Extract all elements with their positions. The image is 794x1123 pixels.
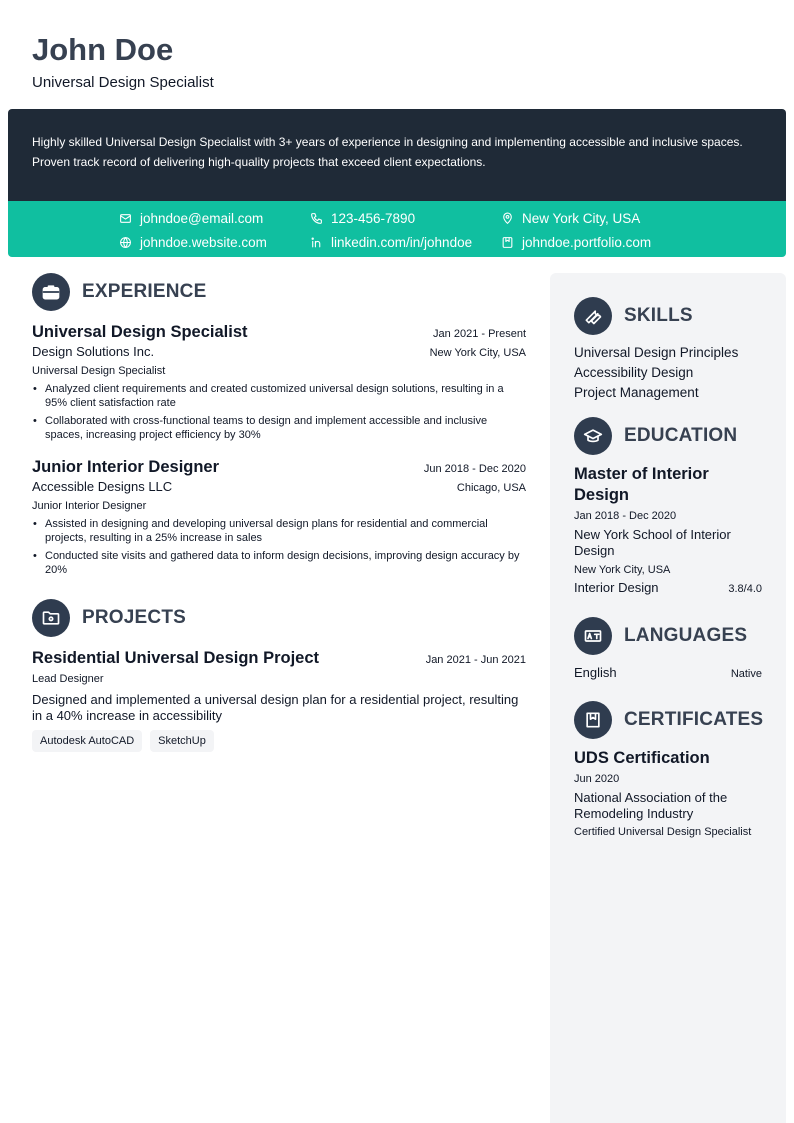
job-company: Design Solutions Inc.	[32, 344, 155, 359]
contact-location	[501, 209, 640, 227]
languages-heading	[574, 617, 762, 655]
certificates-heading	[574, 701, 762, 739]
contact-email[interactable]	[119, 209, 263, 227]
projects-title: PROJECTS	[82, 607, 187, 628]
project-role: Lead Designer	[32, 673, 104, 685]
contact-website[interactable]	[119, 233, 267, 251]
language-level: Native	[730, 668, 762, 680]
globe-icon	[119, 236, 132, 249]
education-field: Interior Design	[574, 580, 659, 595]
portfolio-text: johndoe.portfolio.com	[522, 234, 652, 250]
map-pin-icon	[501, 212, 514, 225]
project-title: Residential Universal Design Project	[32, 649, 320, 667]
linkedin-icon	[310, 236, 323, 249]
language-item	[574, 665, 762, 682]
certificate-description: Certified Universal Design Specialist	[574, 826, 752, 838]
experience-title: EXPERIENCE	[82, 281, 207, 302]
school-name: New York School of Interior Design	[574, 527, 731, 558]
location-text: New York City, USA	[522, 210, 641, 226]
education-heading	[574, 417, 762, 455]
project-entry	[32, 647, 526, 752]
education-gpa: 3.8/4.0	[728, 583, 762, 595]
job-bullets	[32, 382, 526, 442]
bookmark-book-icon	[574, 701, 612, 739]
main-column	[32, 273, 526, 752]
certificate-entry	[574, 748, 762, 839]
certificate-date: Jun 2020	[574, 773, 620, 785]
skills-heading	[574, 297, 762, 335]
project-tag: SketchUp	[150, 730, 214, 752]
sidebar	[550, 273, 786, 1123]
education-dates: Jan 2018 - Dec 2020	[574, 510, 677, 522]
candidate-title: Universal Design Specialist	[32, 74, 214, 91]
portfolio-icon	[501, 236, 514, 249]
mail-icon	[119, 212, 132, 225]
job-title: Junior Interior Designer	[32, 458, 220, 476]
contact-linkedin[interactable]	[310, 233, 472, 251]
skills-title: SKILLS	[624, 305, 693, 326]
phone-text: 123-456-7890	[331, 210, 416, 226]
job-bullet: • Conducted site visits and gathered data to inform design decisions, improving design accuracy by 20%	[32, 549, 526, 577]
resume-header	[32, 30, 214, 91]
contact-bar	[8, 201, 786, 257]
contact-phone[interactable]	[310, 209, 415, 227]
briefcase-icon	[32, 273, 70, 311]
job-bullet: • Collaborated with cross-functional teams to design and implement accessible and inclusive spaces, increasing project efficiency by 30%	[32, 414, 526, 442]
experience-heading	[32, 273, 526, 311]
contact-portfolio[interactable]	[501, 233, 651, 251]
job-dates: Jan 2021 - Present	[433, 328, 526, 340]
job-company: Accessible Designs LLC	[32, 479, 173, 494]
candidate-name: John Doe	[32, 32, 174, 67]
experience-entry	[32, 456, 526, 577]
email-text: johndoe@email.com	[140, 210, 264, 226]
languages-title: LANGUAGES	[624, 625, 748, 646]
project-tag: Autodesk AutoCAD	[32, 730, 142, 752]
certificate-name: UDS Certification	[574, 749, 710, 767]
experience-entry	[32, 321, 526, 442]
summary-banner	[8, 109, 786, 201]
summary-text: Highly skilled Universal Design Specialist with 3+ years of experience in designing and implementing accessible and inclusive spaces. Proven track record of delivering high-quality projects that exceed client expectations.	[32, 135, 743, 169]
wrench-icon	[574, 297, 612, 335]
job-dates: Jun 2018 - Dec 2020	[423, 463, 526, 475]
website-text: johndoe.website.com	[140, 234, 267, 250]
project-dates: Jan 2021 - Jun 2021	[425, 654, 526, 666]
certificate-issuer: National Association of the Remodeling Industry	[574, 790, 728, 821]
skill-item: Universal Design Principles	[574, 345, 739, 360]
linkedin-text: linkedin.com/in/johndoe	[331, 234, 473, 250]
job-bullets	[32, 517, 526, 577]
job-title: Universal Design Specialist	[32, 323, 248, 341]
phone-icon	[310, 212, 323, 225]
translate-icon	[574, 617, 612, 655]
folder-icon	[32, 599, 70, 637]
job-bullet: • Assisted in designing and developing universal design plans for residential and commercial projects, resulting in a 25% increase in sales	[32, 517, 526, 545]
certificates-title: CERTIFICATES	[624, 709, 764, 730]
language-name: English	[574, 665, 617, 680]
degree: Master of Interior Design	[574, 465, 709, 504]
job-role: Junior Interior Designer	[32, 500, 147, 512]
job-location: New York City, USA	[429, 347, 526, 359]
skills-list	[574, 343, 762, 403]
project-tags	[32, 730, 526, 752]
school-location: New York City, USA	[574, 564, 671, 576]
graduation-cap-icon	[574, 417, 612, 455]
project-description: Designed and implemented a universal design plan for a residential project, resulting in a 40% increase in accessibility	[32, 692, 519, 723]
skill-item: Accessibility Design	[574, 365, 694, 380]
job-role: Universal Design Specialist	[32, 365, 166, 377]
skill-item: Project Management	[574, 385, 699, 400]
job-bullet: • Analyzed client requirements and created customized universal design solutions, resulting in a 95% client satisfaction rate	[32, 382, 526, 410]
education-title: EDUCATION	[624, 425, 738, 446]
job-location: Chicago, USA	[456, 482, 526, 494]
education-entry	[574, 464, 762, 597]
projects-heading	[32, 599, 526, 637]
